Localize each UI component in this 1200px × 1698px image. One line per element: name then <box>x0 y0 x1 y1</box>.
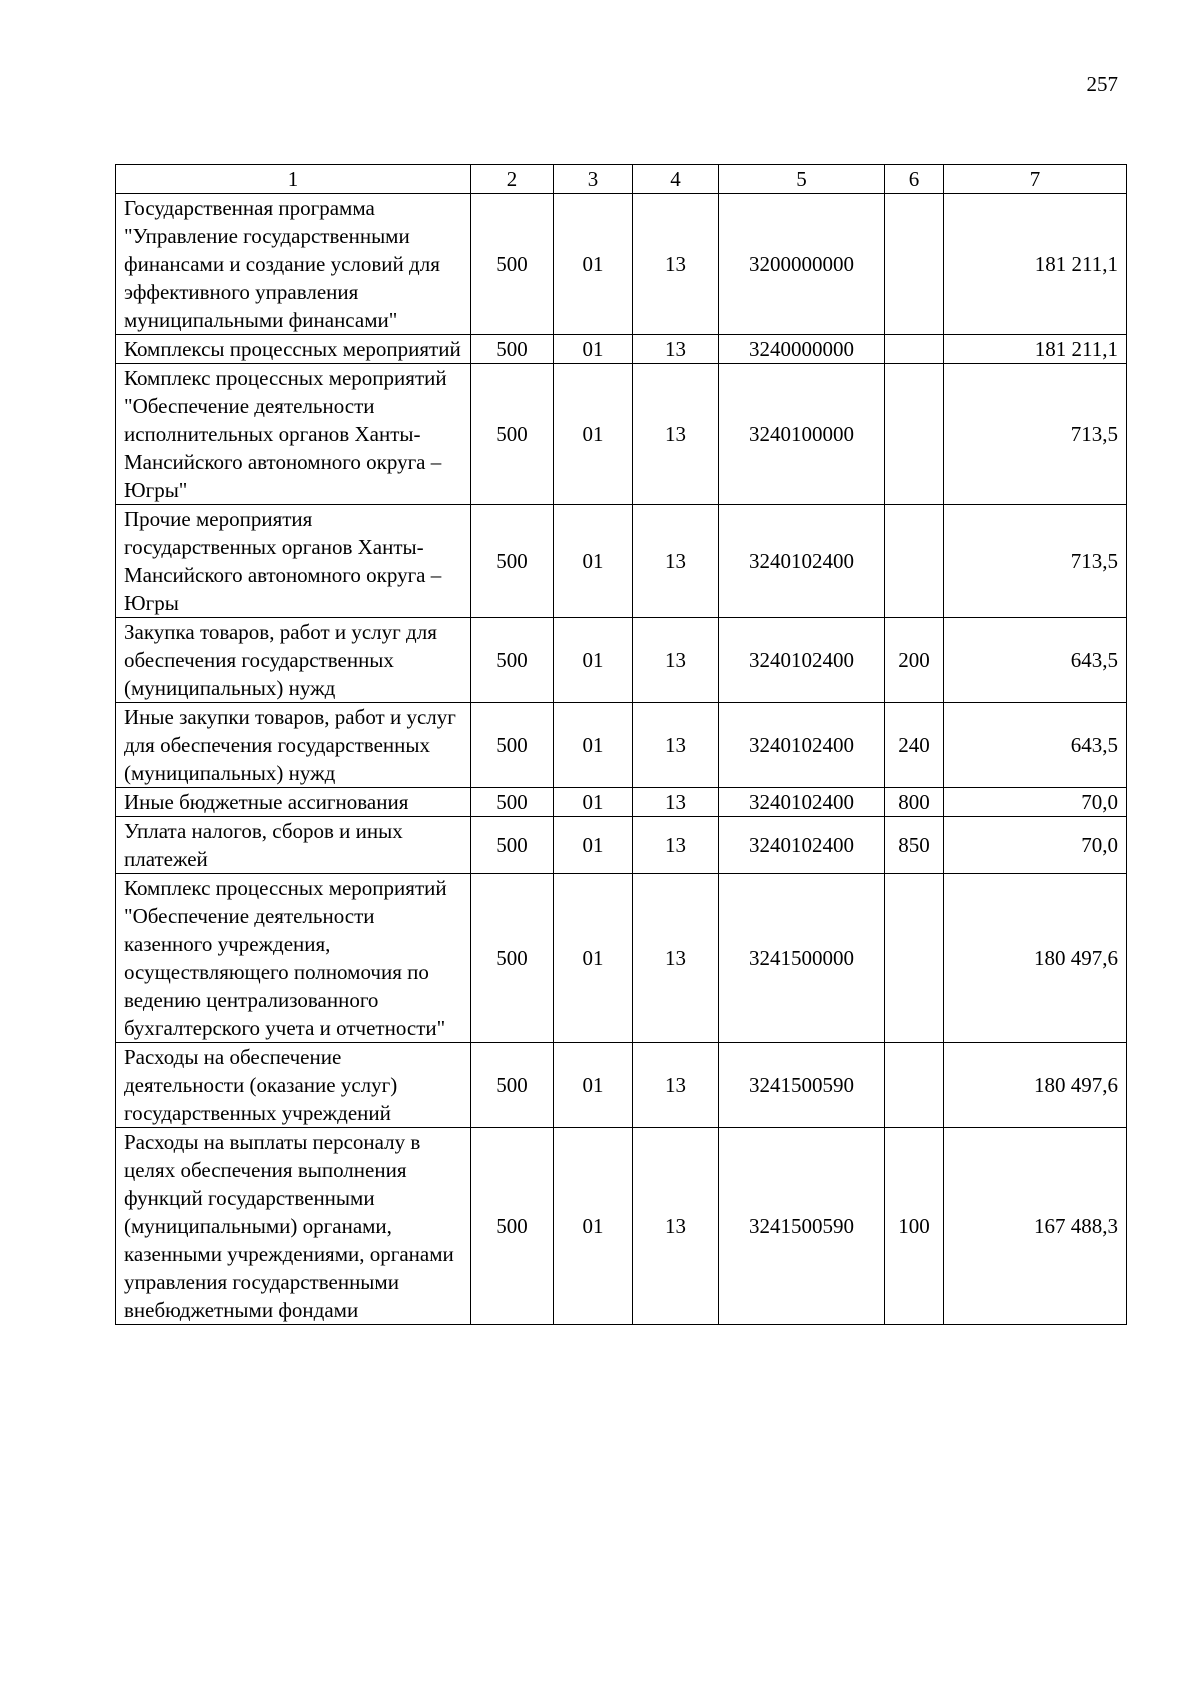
table-row <box>116 788 1127 817</box>
row-ved: 500 <box>471 335 554 364</box>
table-row <box>116 505 1127 618</box>
row-csr: 3240000000 <box>719 335 885 364</box>
row-vr <box>885 874 944 1043</box>
row-rz: 01 <box>554 505 633 618</box>
table-row <box>116 1043 1127 1128</box>
row-rz: 01 <box>554 817 633 874</box>
table-row <box>116 874 1127 1043</box>
row-amount: 70,0 <box>944 788 1127 817</box>
row-rz: 01 <box>554 335 633 364</box>
header-cell: 5 <box>719 165 885 194</box>
row-pr: 13 <box>633 505 719 618</box>
row-amount: 167 488,3 <box>944 1128 1127 1325</box>
row-pr: 13 <box>633 618 719 703</box>
row-ved: 500 <box>471 194 554 335</box>
row-name: Комплекс процессных мероприятий "Обеспечение деятельности казенного учреждения, осуществляющего полномочия по ведению централизованного бухгалтерского учета и отчетности" <box>116 874 471 1043</box>
row-amount: 181 211,1 <box>944 194 1127 335</box>
row-ved: 500 <box>471 874 554 1043</box>
table-row <box>116 1128 1127 1325</box>
row-amount: 643,5 <box>944 618 1127 703</box>
row-name: Расходы на выплаты персоналу в целях обеспечения выполнения функций государственными (муниципальными) органами, казенными учреждениями, органами управления государственными внебюджетными фондами <box>116 1128 471 1325</box>
row-csr: 3240102400 <box>719 817 885 874</box>
header-cell: 1 <box>116 165 471 194</box>
row-ved: 500 <box>471 788 554 817</box>
table-row <box>116 703 1127 788</box>
row-rz: 01 <box>554 1043 633 1128</box>
row-vr: 100 <box>885 1128 944 1325</box>
row-amount: 643,5 <box>944 703 1127 788</box>
budget-table <box>115 164 1127 1325</box>
row-csr: 3240102400 <box>719 505 885 618</box>
row-pr: 13 <box>633 194 719 335</box>
table-row <box>116 335 1127 364</box>
row-vr <box>885 364 944 505</box>
header-cell: 2 <box>471 165 554 194</box>
row-ved: 500 <box>471 505 554 618</box>
row-pr: 13 <box>633 364 719 505</box>
row-ved: 500 <box>471 618 554 703</box>
header-cell: 3 <box>554 165 633 194</box>
page-number: 257 <box>1086 72 1118 96</box>
row-name: Комплекс процессных мероприятий "Обеспечение деятельности исполнительных органов Ханты-Мансийского автономного округа – Югры" <box>116 364 471 505</box>
header-cell: 4 <box>633 165 719 194</box>
row-pr: 13 <box>633 335 719 364</box>
row-csr: 3241500000 <box>719 874 885 1043</box>
row-pr: 13 <box>633 874 719 1043</box>
row-pr: 13 <box>633 703 719 788</box>
row-rz: 01 <box>554 874 633 1043</box>
row-csr: 3240102400 <box>719 788 885 817</box>
row-csr: 3241500590 <box>719 1128 885 1325</box>
row-amount: 181 211,1 <box>944 335 1127 364</box>
row-vr <box>885 194 944 335</box>
table-row <box>116 618 1127 703</box>
row-name: Иные закупки товаров, работ и услуг для обеспечения государственных (муниципальных) нужд <box>116 703 471 788</box>
header-cell: 6 <box>885 165 944 194</box>
row-vr <box>885 335 944 364</box>
row-ved: 500 <box>471 1043 554 1128</box>
row-pr: 13 <box>633 817 719 874</box>
row-vr: 850 <box>885 817 944 874</box>
row-ved: 500 <box>471 817 554 874</box>
row-csr: 3240102400 <box>719 703 885 788</box>
row-ved: 500 <box>471 703 554 788</box>
row-ved: 500 <box>471 1128 554 1325</box>
row-vr <box>885 505 944 618</box>
row-vr: 200 <box>885 618 944 703</box>
row-rz: 01 <box>554 1128 633 1325</box>
row-pr: 13 <box>633 1128 719 1325</box>
row-vr <box>885 1043 944 1128</box>
row-name: Иные бюджетные ассигнования <box>116 788 471 817</box>
row-vr: 240 <box>885 703 944 788</box>
row-amount: 180 497,6 <box>944 1043 1127 1128</box>
header-row <box>116 165 1127 194</box>
row-rz: 01 <box>554 364 633 505</box>
row-name: Закупка товаров, работ и услуг для обеспечения государственных (муниципальных) нужд <box>116 618 471 703</box>
row-csr: 3241500590 <box>719 1043 885 1128</box>
table-row <box>116 364 1127 505</box>
row-vr: 800 <box>885 788 944 817</box>
row-csr: 3240100000 <box>719 364 885 505</box>
table-row <box>116 817 1127 874</box>
row-name: Комплексы процессных мероприятий <box>116 335 471 364</box>
row-name: Государственная программа "Управление государственными финансами и создание условий для эффективного управления муниципальными финансами" <box>116 194 471 335</box>
row-rz: 01 <box>554 618 633 703</box>
row-amount: 713,5 <box>944 505 1127 618</box>
row-rz: 01 <box>554 703 633 788</box>
row-name: Расходы на обеспечение деятельности (оказание услуг) государственных учреждений <box>116 1043 471 1128</box>
header-cell: 7 <box>944 165 1127 194</box>
row-pr: 13 <box>633 788 719 817</box>
row-amount: 180 497,6 <box>944 874 1127 1043</box>
table-row <box>116 194 1127 335</box>
row-csr: 3200000000 <box>719 194 885 335</box>
row-name: Прочие мероприятия государственных органов Ханты-Мансийского автономного округа – Югры <box>116 505 471 618</box>
row-name: Уплата налогов, сборов и иных платежей <box>116 817 471 874</box>
row-csr: 3240102400 <box>719 618 885 703</box>
row-rz: 01 <box>554 788 633 817</box>
row-rz: 01 <box>554 194 633 335</box>
row-ved: 500 <box>471 364 554 505</box>
row-amount: 70,0 <box>944 817 1127 874</box>
row-pr: 13 <box>633 1043 719 1128</box>
row-amount: 713,5 <box>944 364 1127 505</box>
